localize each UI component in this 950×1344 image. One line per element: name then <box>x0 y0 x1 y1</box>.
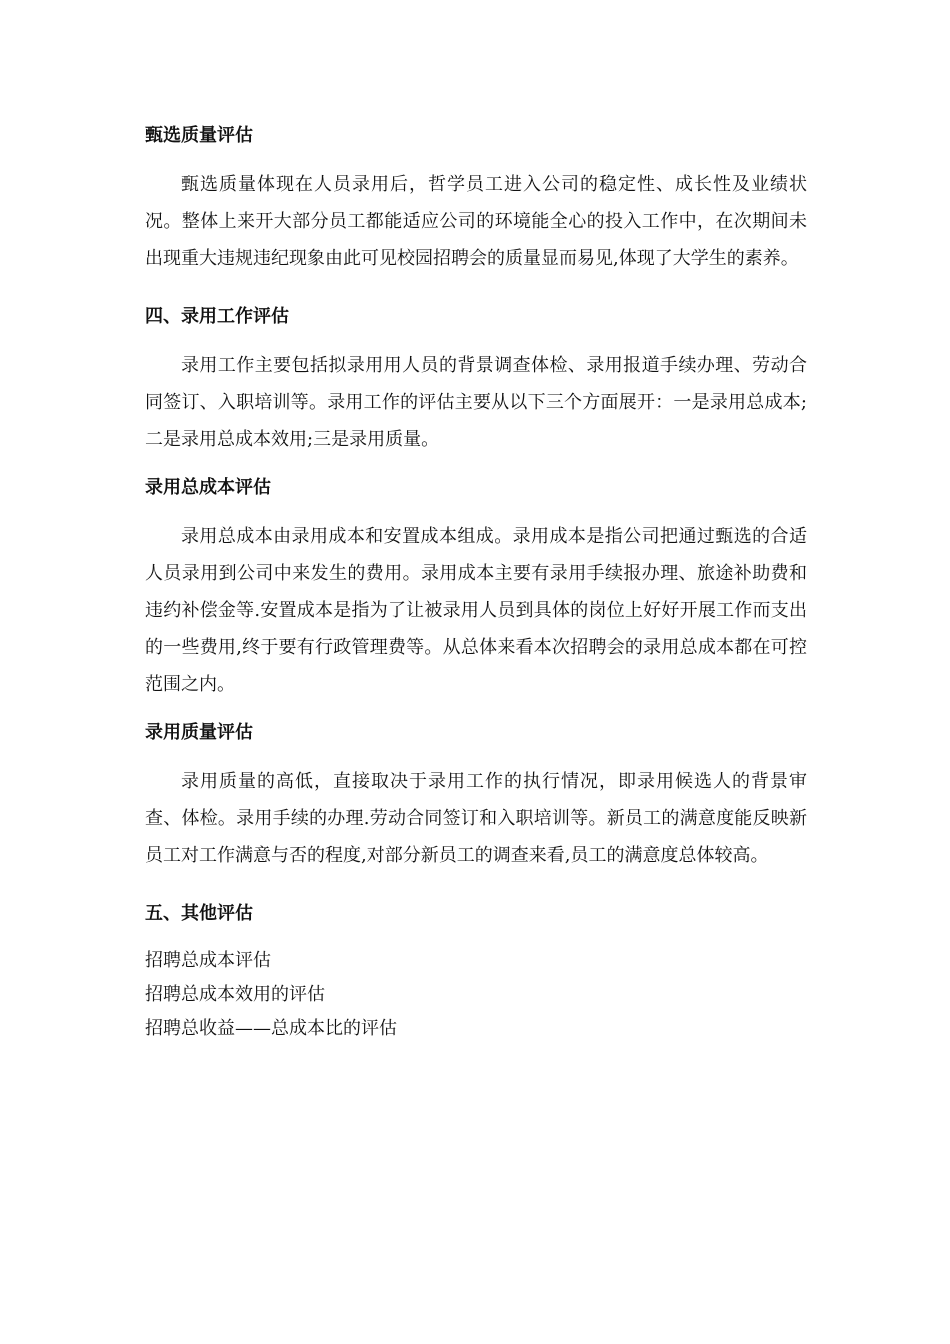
section-heading: 录用质量评估 <box>145 722 253 743</box>
section-heading: 五、其他评估 <box>145 903 253 924</box>
evaluation-list <box>145 944 807 1046</box>
section-paragraph: 录用质量的高低，直接取决于录用工作的执行情况，即录用候选人的背景审查、体检。录用手续的办理.劳动合同签订和入职培训等。新员工的满意度能反映新员工对工作满意与否的程度,对部分新员工的调查来看,员工的满意度总体较高。 <box>145 771 807 866</box>
document-content <box>145 118 807 1046</box>
list-item: 招聘总成本效用的评估 <box>145 984 325 1005</box>
section-heading: 四、录用工作评估 <box>145 306 289 327</box>
section-heading: 甄选质量评估 <box>145 125 253 146</box>
list-item: 招聘总成本评估 <box>145 950 271 971</box>
list-item: 招聘总收益——总成本比的评估 <box>145 1018 397 1039</box>
section-paragraph: 录用总成本由录用成本和安置成本组成。录用成本是指公司把通过甄选的合适人员录用到公司中来发生的费用。录用成本主要有录用手续报办理、旅途补助费和违约补偿金等.安置成本是指为了让被录用人员到具体的岗位上好好开展工作而支出的一些费用,终于要有行政管理费等。从总体来看本次招聘会的录用总成本都在可控范围之内。 <box>145 526 807 695</box>
section-paragraph: 甄选质量体现在人员录用后，哲学员工进入公司的稳定性、成长性及业绩状况。整体上来开大部分员工都能适应公司的环境能全心的投入工作中，在次期间未出现重大违规违纪现象由此可见校园招聘会的质量显而易见,体现了大学生的素养。 <box>145 174 807 269</box>
section-heading: 录用总成本评估 <box>145 477 271 498</box>
section-paragraph: 录用工作主要包括拟录用用人员的背景调查体检、录用报道手续办理、劳动合同签订、入职培训等。录用工作的评估主要从以下三个方面展开：一是录用总成本;二是录用总成本效用;三是录用质量。 <box>145 355 807 450</box>
